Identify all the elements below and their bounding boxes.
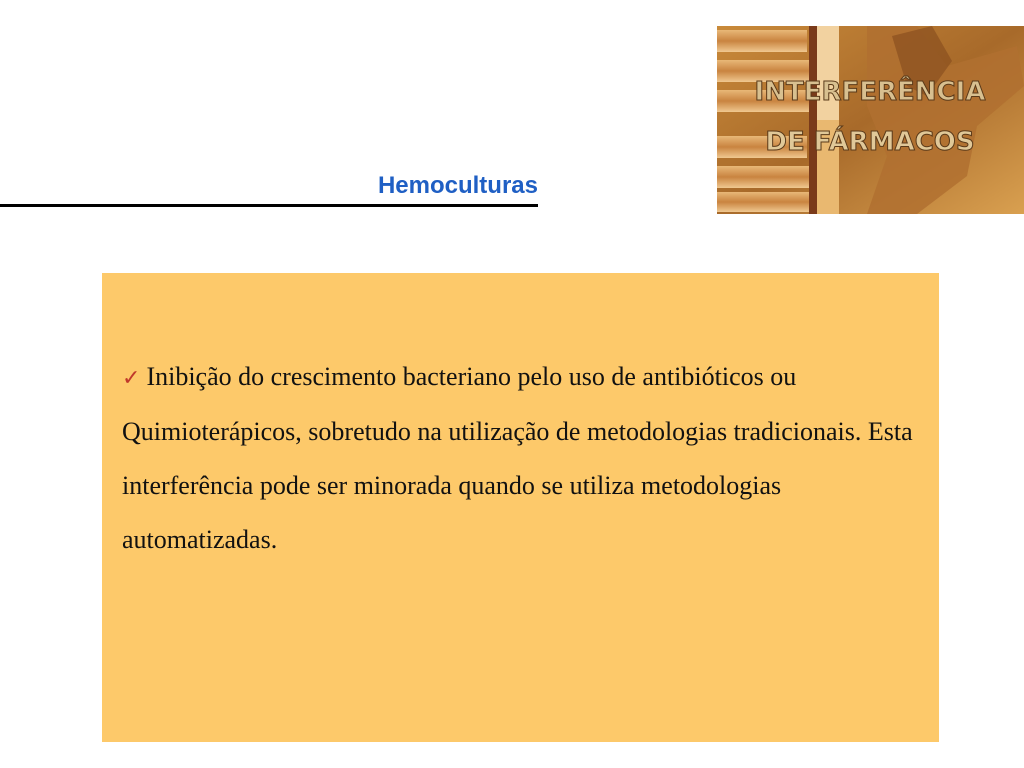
title-underline [0, 204, 538, 207]
bullet-text: Inibição do crescimento bacteriano pelo uso de antibióticos ou Quimioterápicos, sobretudo na utilização de metodologias tradicionais. Esta interferência pode ser minorada quando se utiliza metodologias automatizadas. [122, 362, 913, 554]
bullet-item [122, 350, 922, 567]
svg-text:DE FÁRMACOS: DE FÁRMACOS [765, 127, 975, 157]
interferencia-farmacos-logo [717, 26, 1024, 214]
content-box [102, 273, 939, 742]
svg-text:INTERFERÊNCIA: INTERFERÊNCIA [754, 77, 986, 107]
page-title: Hemoculturas [377, 172, 538, 199]
check-icon: ✓ [122, 365, 141, 390]
